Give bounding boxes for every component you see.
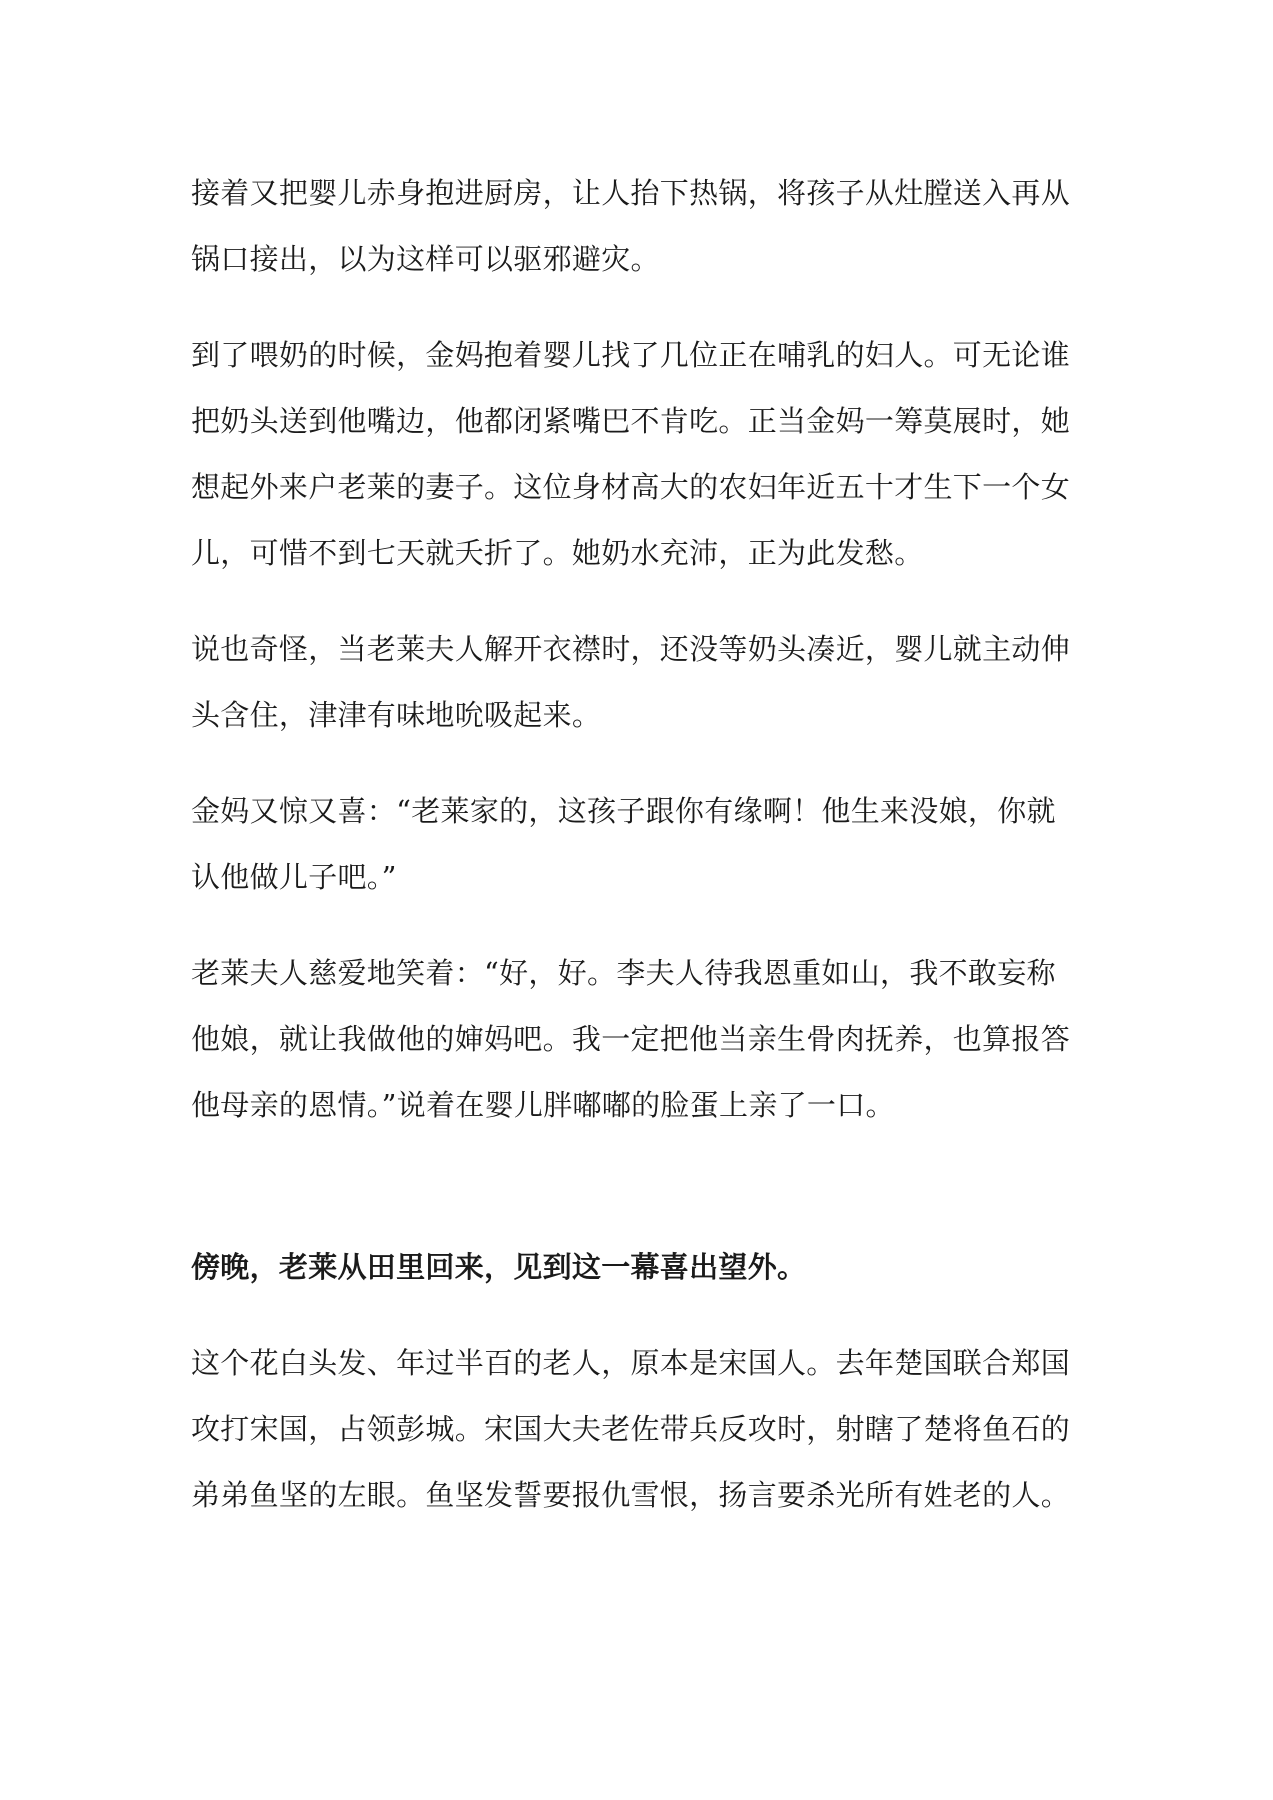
- text-line: 傍晚，老莱从田里回来，见到这一幕喜出望外。: [191, 1250, 807, 1284]
- text-line: 老莱夫人慈爱地笑着：“好，好。李夫人待我恩重如山，我不敢妄称: [191, 956, 1056, 990]
- text-line: 说也奇怪，当老莱夫人解开衣襟时，还没等奶头凑近，婴儿就主动伸: [191, 632, 1071, 666]
- text-line: 他娘，就让我做他的婶妈吧。我一定把他当亲生骨肉抚养，也算报答: [191, 1022, 1071, 1056]
- paragraph-spacer: [191, 910, 1091, 940]
- paragraph-3: [191, 616, 1091, 748]
- text-line: 儿，可惜不到七天就夭折了。她奶水充沛，正为此发愁。: [191, 536, 924, 570]
- text-line: 攻打宋国，占领彭城。宋国大夫老佐带兵反攻时，射瞎了楚将鱼石的: [191, 1412, 1071, 1446]
- text-line: 弟弟鱼坚的左眼。鱼坚发誓要报仇雪恨，扬言要杀光所有姓老的人。: [191, 1478, 1071, 1512]
- text-line: 这个花白头发、年过半百的老人，原本是宋国人。去年楚国联合郑国: [191, 1346, 1071, 1380]
- paragraph-spacer: [191, 1300, 1091, 1330]
- paragraph-1: [191, 160, 1091, 292]
- text-line: 金妈又惊又喜：“老莱家的，这孩子跟你有缘啊！他生来没娘，你就: [191, 794, 1056, 828]
- text-line: 到了喂奶的时候，金妈抱着婴儿找了几位正在哺乳的妇人。可无论谁: [191, 338, 1071, 372]
- text-line: 锅口接出，以为这样可以驱邪避灾。: [191, 242, 660, 276]
- paragraph-spacer: [191, 586, 1091, 616]
- paragraph-2: [191, 322, 1091, 586]
- paragraph-4: [191, 778, 1091, 910]
- section-spacer: [191, 1138, 1091, 1234]
- paragraph-5: [191, 940, 1091, 1138]
- paragraph-spacer: [191, 748, 1091, 778]
- text-line: 接着又把婴儿赤身抱进厨房，让人抬下热锅，将孩子从灶膛送入再从: [191, 176, 1071, 210]
- text-line: 把奶头送到他嘴边，他都闭紧嘴巴不肯吃。正当金妈一筹莫展时，她: [191, 404, 1071, 438]
- text-line: 头含住，津津有味地吮吸起来。: [191, 698, 602, 732]
- paragraph-6-bold: [191, 1234, 1091, 1300]
- text-line: 想起外来户老莱的妻子。这位身材高大的农妇年近五十才生下一个女: [191, 470, 1071, 504]
- paragraph-7: [191, 1330, 1091, 1528]
- text-line: 他母亲的恩情。”说着在婴儿胖嘟嘟的脸蛋上亲了一口。: [191, 1088, 895, 1122]
- paragraph-spacer: [191, 292, 1091, 322]
- document-body: [191, 160, 1091, 1528]
- text-line: 认他做儿子吧。”: [191, 860, 397, 894]
